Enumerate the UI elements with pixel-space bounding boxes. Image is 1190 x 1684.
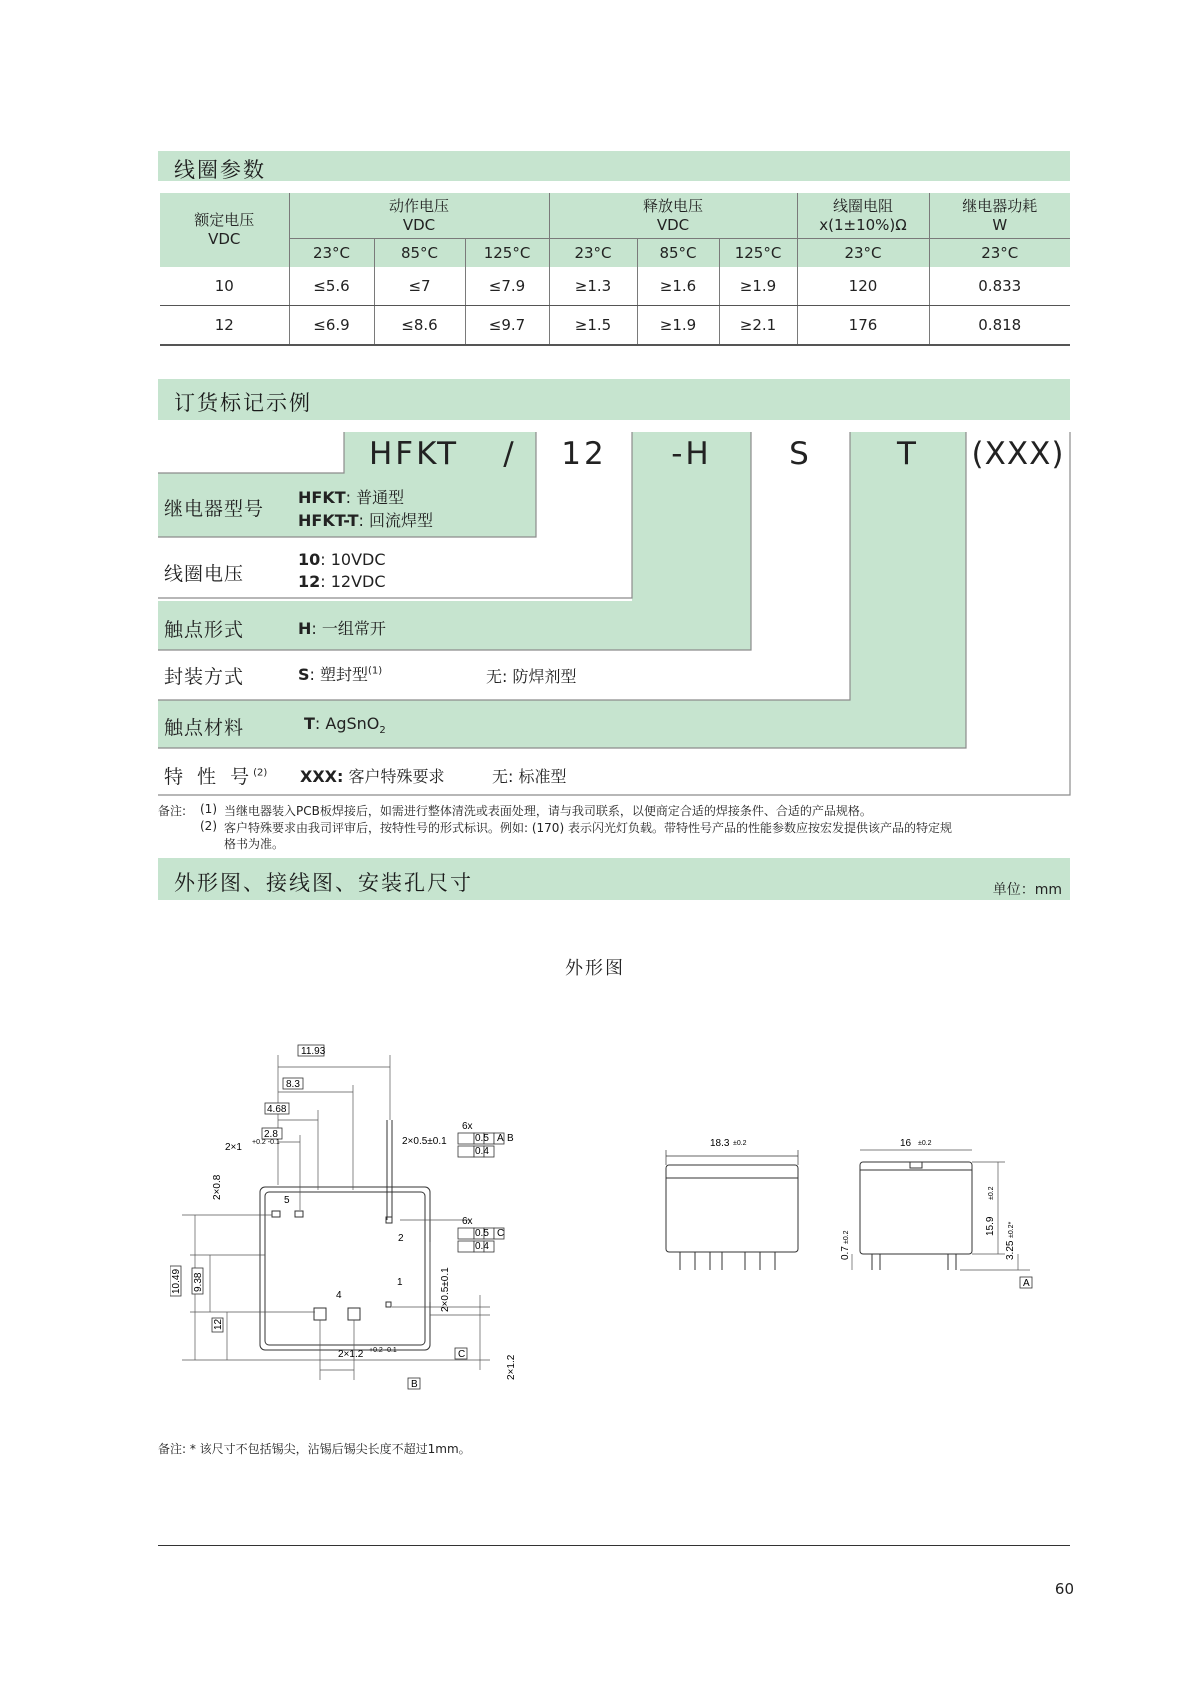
header-pickup-voltage: 动作电压 VDC: [289, 193, 549, 239]
note-1-number: (1): [200, 802, 217, 816]
ref-b-2: B: [411, 1379, 418, 1390]
ref-b-1: B: [507, 1133, 514, 1144]
dim-6x-a: 6x: [462, 1121, 473, 1132]
outline-section-header: [158, 858, 1070, 900]
label-enclosure: 封装方式: [164, 666, 245, 688]
dim-4-68: 4.68: [267, 1104, 287, 1115]
contact-material-option: T: AgSnO$_2$: [304, 714, 386, 737]
table-cell: ≥1.9: [719, 267, 797, 306]
footer-rule: [158, 1545, 1070, 1546]
table-cell: 120: [797, 267, 929, 306]
contact-form-option: H: 一组常开: [298, 619, 386, 638]
table-cell: ≥1.5: [549, 306, 637, 346]
code-part-voltage: 12: [561, 436, 607, 472]
side-width-tol: ±0.2: [918, 1140, 932, 1147]
outline-section-title: 外形图、接线图、安装孔尺寸: [174, 871, 473, 895]
ref-a-side: A: [1023, 1278, 1030, 1289]
tol-a-1: 0.5: [475, 1133, 489, 1144]
dim-12: 12: [213, 1318, 224, 1330]
dim-holes-a: 2×0.5±0.1: [402, 1136, 447, 1147]
table-cell: ≤6.9: [289, 306, 374, 346]
height-15-9-tol: ±0.2: [988, 1186, 995, 1200]
header-coil-resistance: 线圈电阻 x(1±10%)Ω: [797, 193, 929, 239]
temp-header: 23°C: [797, 239, 929, 268]
dim-9-38: 9.38: [193, 1272, 204, 1292]
dim-hole-d: 2×1.2: [338, 1349, 364, 1360]
table-cell: ≥1.6: [637, 267, 719, 306]
dim-vert-d: 2×1.2: [506, 1354, 517, 1380]
height-15-9: 15.9: [985, 1216, 996, 1236]
height-3-25-tol: ±0.2*: [1008, 1221, 1015, 1238]
code-part-slash: /: [503, 436, 517, 472]
model-option-2: HFKT-T: 回流焊型: [298, 511, 433, 530]
label-relay-model: 继电器型号: [164, 498, 265, 520]
ref-c-1: C: [497, 1228, 505, 1239]
dim-hole-b: 2×1: [225, 1142, 242, 1153]
code-part-material: T: [897, 436, 919, 472]
header-power: 继电器功耗 W: [929, 193, 1070, 239]
ordering-outline: [0, 0, 1190, 820]
dim-vert-a: 2×0.5±0.1: [440, 1267, 451, 1312]
front-width-tol: ±0.2: [733, 1140, 747, 1147]
temp-header: 23°C: [549, 239, 637, 268]
table-cell: ≤7.9: [465, 267, 549, 306]
table-cell: ≥2.1: [719, 306, 797, 346]
height-3-25: 3.25: [1005, 1240, 1016, 1260]
note-1: 当继电器装入PCB板焊接后，如需进行整体清洗或表面处理，请与我司联系，以便商定合适的焊接条件、合适的产品规格。: [224, 804, 872, 818]
pin-5: 5: [284, 1195, 290, 1206]
label-contact-material: 触点材料: [164, 717, 245, 739]
table-cell: ≤7: [374, 267, 465, 306]
table-cell: 10: [160, 267, 289, 306]
temp-header: 23°C: [289, 239, 374, 268]
voltage-option-1: 10: 10VDC: [298, 550, 386, 569]
code-part-enclosure: S: [789, 436, 812, 472]
bottom-view-drawing: [170, 1040, 550, 1390]
ordering-section-title: 订货标记示例: [174, 391, 312, 415]
tol-a-2: 0.5: [475, 1228, 489, 1239]
dim-2-8: 2.8: [264, 1129, 278, 1140]
note-prefix: 备注:: [158, 804, 187, 818]
voltage-option-2: 12: 12VDC: [298, 572, 386, 591]
enclosure-option-1: S: 塑封型$^{(1)}$: [298, 665, 383, 684]
code-part-contact: -H: [671, 436, 712, 472]
code-part-hfkt: HFKT: [369, 436, 459, 472]
temp-header: 125°C: [465, 239, 549, 268]
label-coil-voltage: 线圈电压: [164, 563, 245, 585]
pin-2: 2: [398, 1233, 404, 1244]
model-option-1: HFKT: 普通型: [298, 488, 405, 507]
dim-8-3: 8.3: [286, 1079, 300, 1090]
dim-6x-b: 6x: [462, 1216, 473, 1227]
table-cell: 0.818: [929, 306, 1070, 346]
coil-section-title: 线圈参数: [174, 158, 266, 182]
label-contact-form: 触点形式: [164, 619, 245, 641]
side-width: 16: [900, 1138, 912, 1149]
table-cell: 0.833: [929, 267, 1070, 306]
height-0-7-tol: ±0.2: [843, 1230, 850, 1244]
table-cell: ≤9.7: [465, 306, 549, 346]
header-release-voltage: 释放电压 VDC: [549, 193, 797, 239]
outline-subtitle: 外形图: [565, 958, 625, 979]
temp-header: 23°C: [929, 239, 1070, 268]
outline-footnote: 备注: * 该尺寸不包括锡尖，沾锡后锡尖长度不超过1mm。: [158, 1442, 471, 1456]
header-rated-voltage: 额定电压 VDC: [160, 193, 289, 267]
note-2-line-1: 客户特殊要求由我司评审后，按特性号的形式标识。例如: (170) 表示闪光灯负载。带特性号产品的性能参数应按宏发提供该产品的特定规: [224, 821, 952, 835]
note-2-number: (2): [200, 819, 217, 833]
enclosure-option-2: 无: 防焊剂型: [486, 667, 577, 686]
page-number: 60: [1054, 1580, 1074, 1598]
temp-header: 85°C: [374, 239, 465, 268]
dim-10-49: 10.49: [171, 1268, 182, 1294]
special-code-option-2: 无: 标准型: [492, 767, 567, 786]
tol-b-2: 0.4: [475, 1241, 489, 1252]
ref-c-2: C: [458, 1349, 466, 1360]
dim-hole-d-tol: +0.2 -0.1: [369, 1347, 397, 1354]
table-cell: 176: [797, 306, 929, 346]
side-view-drawing: [840, 1120, 1050, 1320]
dim-hole-b-tol: +0.2 -0.1: [252, 1139, 280, 1146]
dim-hole-c: 2×0.8: [212, 1174, 223, 1200]
special-code-option-1: XXX: 客户特殊要求: [300, 767, 445, 786]
temp-header: 85°C: [637, 239, 719, 268]
pin-1: 1: [397, 1277, 403, 1288]
temp-header: 125°C: [719, 239, 797, 268]
note-2-line-2: 格书为准。: [224, 837, 285, 851]
front-view-drawing: [650, 1120, 820, 1270]
front-width: 18.3: [710, 1138, 730, 1149]
dim-11-93: 11.93: [301, 1046, 326, 1057]
tol-b-1: 0.4: [475, 1146, 489, 1157]
pin-4: 4: [336, 1290, 342, 1301]
table-cell: ≥1.9: [637, 306, 719, 346]
ref-a-1: A: [497, 1133, 504, 1144]
table-cell: 12: [160, 306, 289, 346]
height-0-7: 0.7: [840, 1246, 851, 1260]
unit-label: 单位：mm: [992, 882, 1062, 898]
label-special-code: 特 性 号$^{(2)}$: [164, 766, 268, 788]
table-cell: ≥1.3: [549, 267, 637, 306]
table-cell: ≤5.6: [289, 267, 374, 306]
table-cell: ≤8.6: [374, 306, 465, 346]
code-part-special: (XXX): [971, 436, 1065, 472]
